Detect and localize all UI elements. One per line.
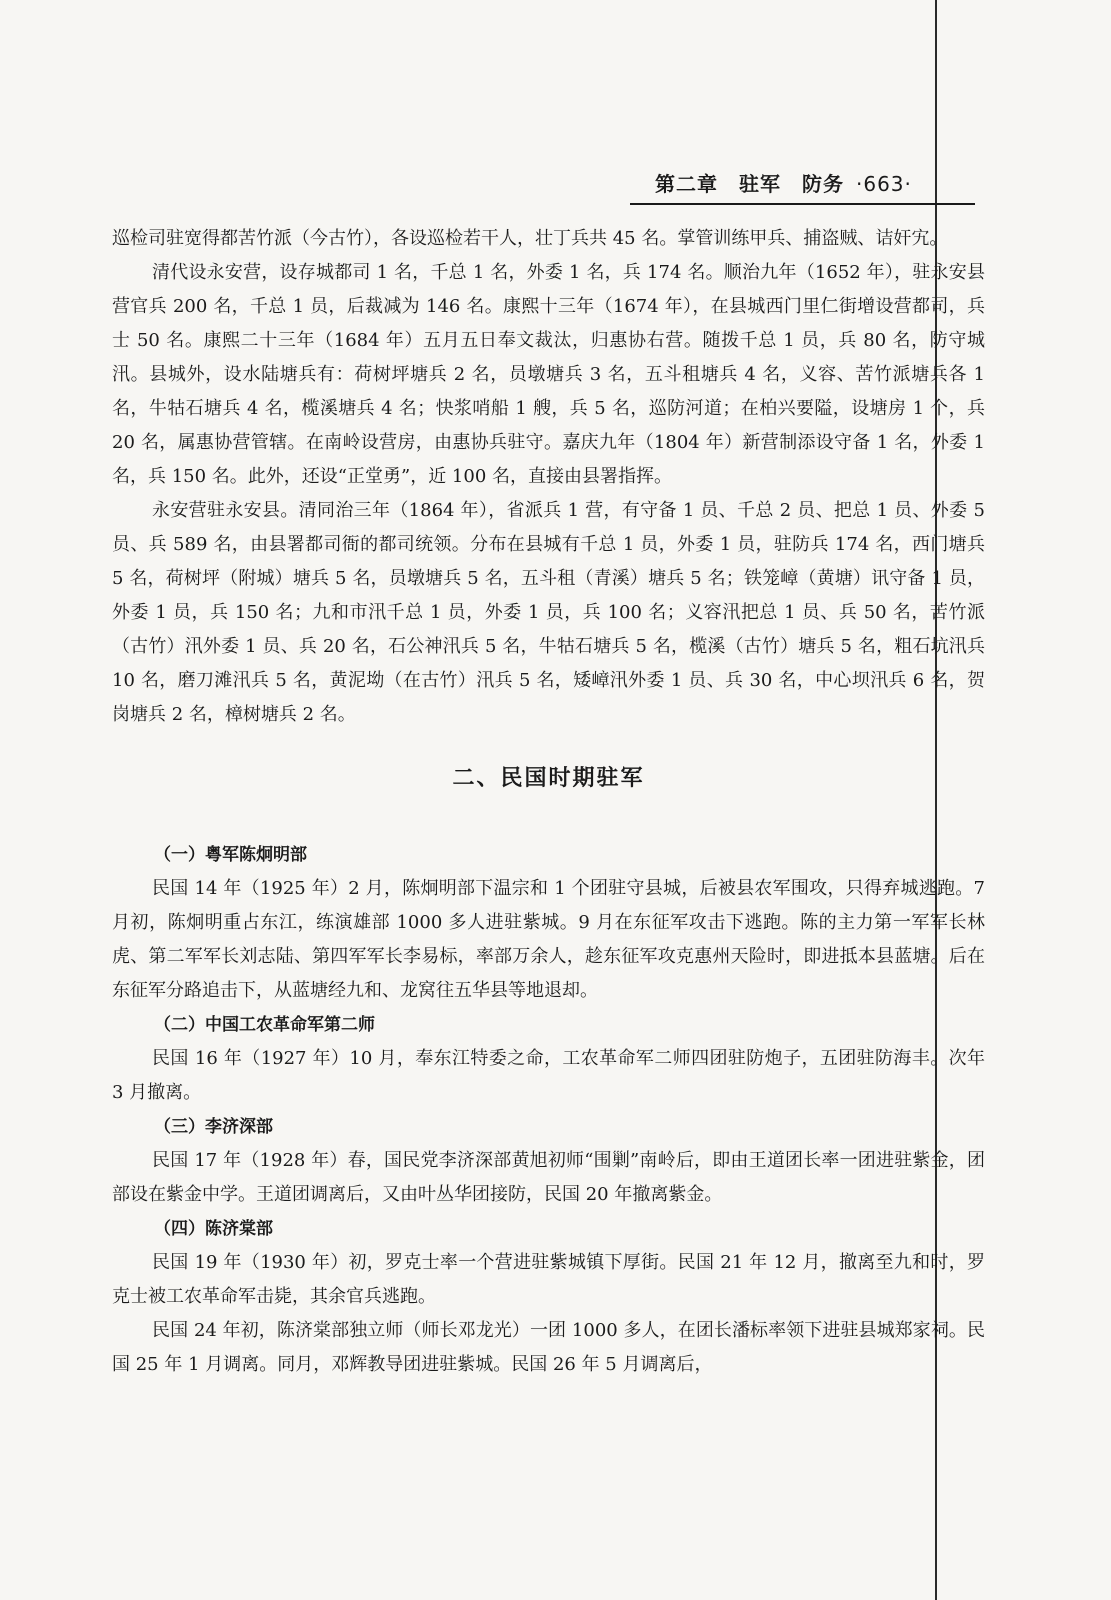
paragraph-tongzhi-deployment: 永安营驻永安县。清同治三年（1864 年），省派兵 1 营，有守备 1 员、千总 2 员、把总 1 员、外委 5 员、兵 589 名，由县署都司衙的都司统领。分布在县城有千总 1 员，外委 1 员，驻防兵 174 名，西门塘兵 5 名，荷树坪（附城）塘兵 5 名，员墩塘兵 5 名，五斗租（青溪）塘兵 5 名；铁笼嶂（黄塘）讯守备 1 员，外委 1 员，兵 150 名；九和市汛千总 1 员，外委 1 员，兵 100 名；义容汛把总 1 员、兵 50 名，苦竹派（古竹）汛外委 1 员、兵 20 名，石公神汛兵 5 名，牛牯石塘兵 5 名，榄溪（古竹）塘兵 5 名，粗石坑汛兵 10 名，磨刀滩汛兵 5 名，黄泥坳（在古竹）汛兵 5 名，矮嶂汛外委 1 员、兵 30 名，中心坝汛兵 6 名，贺岗塘兵 2 名，樟树塘兵 2 名。 (112, 500, 985, 725)
paragraph-chen-jiongming: 民国 14 年（1925 年）2 月，陈炯明部下温宗和 1 个团驻守县城，后被县农军围攻，只得弃城逃跑。7 月初，陈炯明重占东江，练演雄部 1000 多人进驻紫城。9 月在东征军攻击下逃跑。陈的主力第一军军长林虎、第二军军长刘志陆、第四军军长李易标，率部万余人，趁东征军攻克惠州天险时，即进抵本县蓝塘。后在东征军分路追击下，从蓝塘经九和、龙窝往五华县等地退却。 (112, 878, 985, 1001)
paragraph-chen-jitang-1930: 民国 19 年（1930 年）初，罗克士率一个营进驻紫城镇下厚街。民国 21 年 12 月，撤离至九和时，罗克士被工农革命军击毙，其余官兵逃跑。 (112, 1252, 985, 1307)
paragraph-xunjiansi: 巡检司驻宽得都苦竹派（今古竹），各设巡检若干人，壮丁兵共 45 名。掌管训练甲兵、捕盗贼、诘奸宄。 (112, 228, 948, 249)
subheading-li-jishen: （三）李济深部 (154, 1117, 273, 1137)
subheading-chen-jitang: （四）陈济棠部 (154, 1219, 273, 1239)
running-header (655, 168, 912, 197)
subheading-red-army-second-division: （二）中国工农革命军第二师 (154, 1015, 375, 1035)
paragraph-chen-jitang-1935: 民国 24 年初，陈济棠部独立师（师长邓龙光）一团 1000 多人，在团长潘标率领下进驻县城郑家祠。民国 25 年 1 月调离。同月，邓辉教导团进驻紫城。民国 26 年 5 月调离后， (112, 1320, 985, 1375)
header-rule (630, 203, 975, 205)
subheading-chen-jiongming: （一）粤军陈炯明部 (154, 845, 307, 865)
paragraph-li-jishen: 民国 17 年（1928 年）春，国民党李济深部黄旭初师“围剿”南岭后，即由王道团长率一团进驻紫金，团部设在紫金中学。王道团调离后，又由叶丛华团接防，民国 20 年撤离紫金。 (112, 1150, 985, 1205)
page-number: ·663· (856, 172, 912, 196)
paragraph-qing-yongan-ying: 清代设永安营，设存城都司 1 名，千总 1 名，外委 1 名，兵 174 名。顺治九年（1652 年），驻永安县营官兵 200 名，千总 1 员，后裁减为 146 名。康熙十三年（1674 年），在县城西门里仁街增设营都司，兵士 50 名。康熙二十三年（1684 年）五月五日奉文裁汰，归惠协右营。随拨千总 1 员，兵 80 名，防守城汛。县城外，设水陆塘兵有：荷树坪塘兵 2 名，员墩塘兵 3 名，五斗租塘兵 4 名，义容、苦竹派塘兵各 1 名，牛牯石塘兵 4 名，榄溪塘兵 4 名；快浆哨船 1 艘，兵 5 名，巡防河道；在柏兴要隘，设塘房 1 个，兵 20 名，属惠协营管辖。在南岭设营房，由惠协兵驻守。嘉庆九年（1804 年）新营制添设守备 1 名，外委 1 名，兵 150 名。此外，还设“正堂勇”，近 100 名，直接由县署指挥。 (112, 262, 985, 487)
body-text (112, 222, 985, 1382)
paragraph-red-army-second-division: 民国 16 年（1927 年）10 月，奉东江特委之命，工农革命军二师四团驻防炮子，五团驻防海丰。次年 3 月撤离。 (112, 1048, 985, 1103)
section-title: 二、民国时期驻军 (452, 765, 645, 791)
chapter-title: 第二章 驻军 防务 (655, 172, 844, 196)
